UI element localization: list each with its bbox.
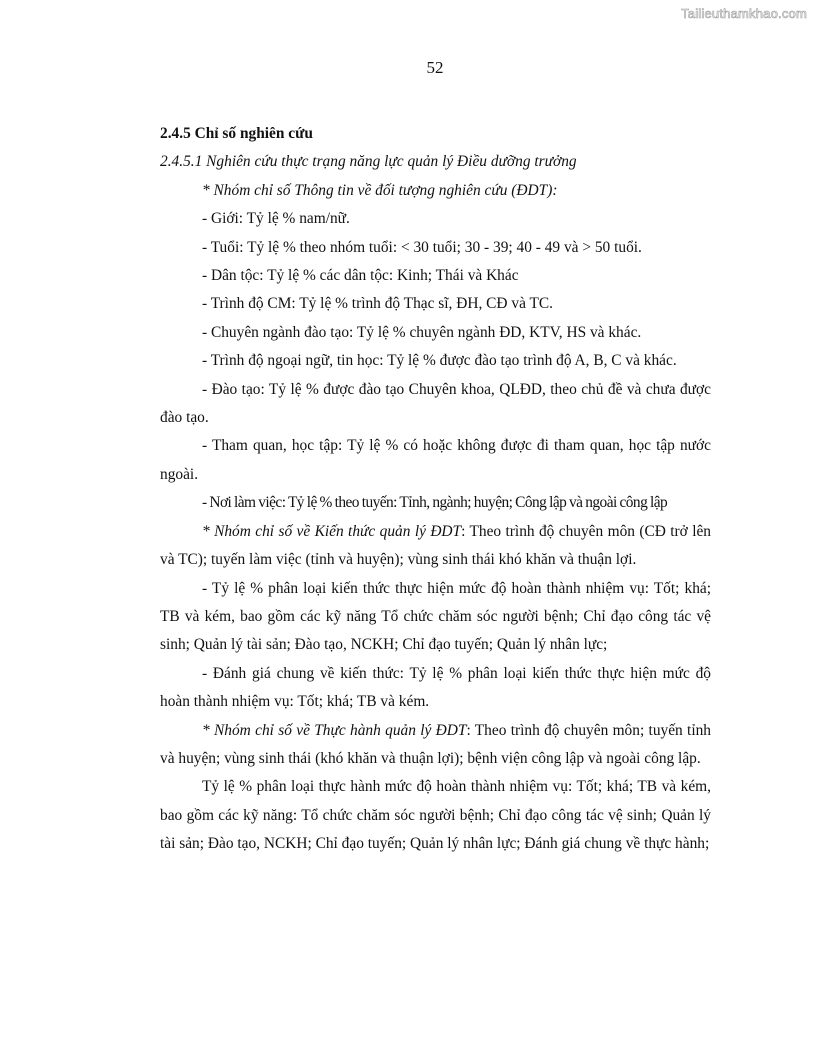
section-heading: 2.4.5 Chỉ số nghiên cứu — [160, 125, 313, 142]
group3-text: : Theo trình độ chuyên môn; tuyến tỉnh và huyện; vùng sinh thái (khó khăn và thuận lợi); bệnh viện công lập và ngoài công lập. — [160, 721, 711, 767]
group2-paragraph — [160, 518, 711, 575]
list-item: - Tham quan, học tập: Tỷ lệ % có hoặc không được đi tham quan, học tập nước ngoài. — [160, 437, 711, 483]
list-item: - Tỷ lệ % phân loại kiến thức thực hiện mức độ hoàn thành nhiệm vụ: Tốt; khá; TB và kém, bao gồm các kỹ năng Tổ chức chăm sóc người bệnh; Chỉ đạo công tác vệ sinh; Quản lý tài sản; Đào tạo, NCKH; Chỉ đạo tuyến; Quản lý nhân lực; — [160, 579, 711, 654]
document-body — [160, 120, 711, 859]
group2-text: : Theo trình độ chuyên môn (CĐ trở lên và TC); tuyến làm việc (tỉnh và huyện); vùng sinh thái khó khăn và thuận lợi. — [160, 522, 711, 569]
list-item: - Giới: Tỷ lệ % nam/nữ. — [202, 210, 350, 228]
group2-title: * Nhóm chỉ số về Kiến thức quản lý ĐDT — [202, 522, 462, 540]
list-item: - Trình độ ngoại ngữ, tin học: Tỷ lệ % được đào tạo trình độ A, B, C và khác. — [202, 352, 677, 370]
group1-title: * Nhóm chỉ số Thông tin về đối tượng nghiên cứu (ĐDT): — [202, 181, 558, 199]
list-item: - Tuổi: Tỷ lệ % theo nhóm tuổi: < 30 tuổi; 30 - 39; 40 - 49 và > 50 tuổi. — [202, 238, 642, 256]
list-item: - Trình độ CM: Tỷ lệ % trình độ Thạc sĩ, ĐH, CĐ và TC. — [202, 295, 554, 313]
list-item: - Đánh giá chung về kiến thức: Tỷ lệ % phân loại kiến thức thực hiện mức độ hoàn thành nhiệm vụ: Tốt; khá; TB và kém. — [160, 664, 711, 711]
group3-body: Tỷ lệ % phân loại thực hành mức độ hoàn thành nhiệm vụ: Tốt; khá; TB và kém, bao gồm các kỹ năng: Tổ chức chăm sóc người bệnh; Chỉ đạo công tác vệ sinh; Quản lý tài sản; Đào tạo, NCKH; Chỉ đạo tuyến; Quản lý nhân lực; Đánh giá chung về thực hành; — [160, 778, 711, 853]
list-item: - Nơi làm việc: Tỷ lệ % theo tuyến: Tỉnh, ngành; huyện; Công lập và ngoài công lập — [202, 494, 668, 512]
list-item: - Dân tộc: Tỷ lệ % các dân tộc: Kinh; Thái và Khác — [202, 267, 519, 285]
page-number: 52 — [426, 58, 444, 77]
group3-title: * Nhóm chỉ số về Thực hành quản lý ĐDT — [202, 721, 467, 739]
list-item: - Chuyên ngành đào tạo: Tỷ lệ % chuyên ngành ĐD, KTV, HS và khác. — [202, 323, 642, 341]
group3-paragraph — [160, 717, 711, 774]
watermark: Tailieuthamkhao.com — [681, 6, 807, 21]
list-item: - Đào tạo: Tỷ lệ % được đào tạo Chuyên khoa, QLĐD, theo chủ đề và chưa được đào tạo. — [160, 380, 711, 427]
section-subheading: 2.4.5.1 Nghiên cứu thực trạng năng lực quản lý Điều dưỡng trưởng — [160, 153, 577, 171]
